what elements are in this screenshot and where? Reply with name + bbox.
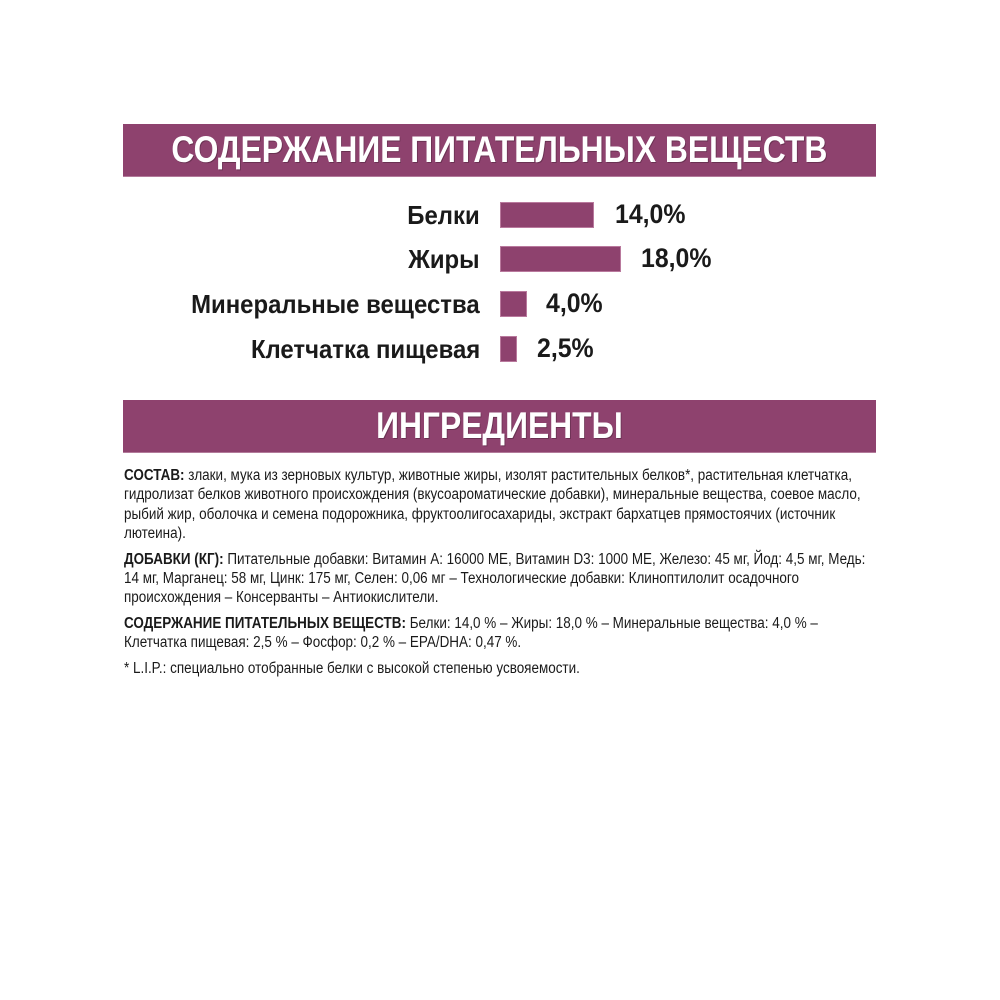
additives-text: Питательные добавки: Витамин А: 16000 МЕ, Витамин D3: 1000 МЕ, Железо: 45 мг, Йод: 4,5 мг, Медь: 14 мг, Марганец: 58 мг, Цинк: 175 мг, Селен: 0,06 мг – Технологические добавки: Клиноптилолит осадочного происхождения – Консерванты – Антиокислители. [124,550,866,607]
ingredients-header-title: ИНГРЕДИЕНТЫ [376,405,623,446]
nutrients-paragraph [124,614,881,653]
ingredients-text [124,466,881,684]
ingredients-header [123,400,876,453]
chart-bar [500,291,527,317]
additives-paragraph [124,550,881,608]
nutrients-label: СОДЕРЖАНИЕ ПИТАТЕЛЬНЫХ ВЕЩЕСТВ: [124,614,406,632]
chart-value: 4,0% [546,288,603,318]
composition-paragraph [124,466,881,544]
chart-label: Белки [407,200,480,230]
composition-text: злаки, мука из зерновых культур, животные жиры, изолят растительных белков*, растительная клетчатка, гидролизат белков животного происхождения (вкусоароматические добавки), минеральные вещества, соевое масло, рыбий жир, оболочка и семена подорожника, фруктоолигосахариды, экстракт бархатцев прямостоячих (источник лютеина). [124,467,861,543]
chart-bar [500,246,621,272]
composition-label: СОСТАВ: [124,467,185,484]
nutrients-header-title: СОДЕРЖАНИЕ ПИТАТЕЛЬНЫХ ВЕЩЕСТВ [171,129,828,170]
chart-label: Минеральные вещества [191,289,480,319]
chart-bar [500,202,594,228]
chart-row-fiber [0,333,1000,364]
chart-row-minerals [0,288,1000,319]
chart-bar [500,336,517,362]
nutrients-text: Белки: 14,0 % – Жиры: 18,0 % – Минеральные вещества: 4,0 % – Клетчатка пищевая: 2,5 % – Фосфор: 0,2 % – EPA/DHA: 0,47 %. [124,614,818,652]
chart-value: 18,0% [641,243,712,273]
footnote: * L.I.P.: специально отобранные белки с высокой степенью усвояемости. [124,659,580,677]
chart-row-protein [0,199,1000,230]
additives-label: ДОБАВКИ (КГ): [124,550,224,568]
nutrient-bar-chart [0,0,1000,400]
chart-label: Клетчатка пищевая [250,334,480,364]
chart-label: Жиры [408,244,480,274]
chart-row-fat [0,243,1000,274]
chart-value: 14,0% [615,199,686,229]
chart-value: 2,5% [537,333,594,363]
